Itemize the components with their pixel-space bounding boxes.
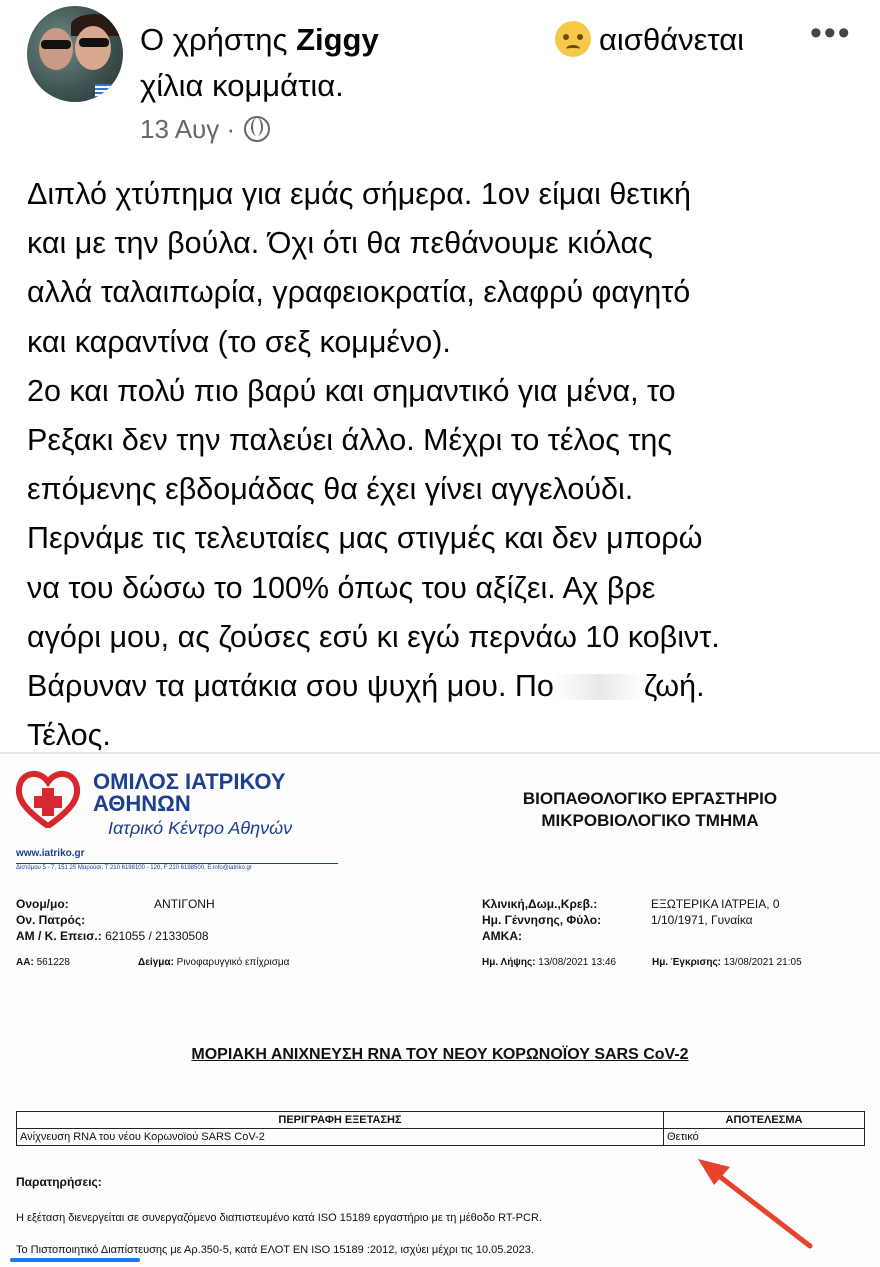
field-sample	[138, 955, 289, 971]
department-title	[480, 788, 820, 832]
field-label: Ημ. Έγκρισης:	[652, 957, 722, 968]
field-aa	[16, 955, 70, 971]
field-birth-value: 1/10/1971, Γυναίκα	[651, 913, 753, 927]
field-father	[16, 912, 85, 928]
post-text-line	[27, 662, 867, 711]
field-clinic-value: ΕΞΩΤΕΡΙΚΑ ΙΑΤΡΕΙΑ, 0	[651, 897, 780, 911]
field-value: Ρινοφαρυγγικό επίχρισμα	[176, 957, 290, 968]
attached-document-image[interactable]	[0, 756, 880, 1267]
note-line: Το Πιστοποιητικό Διαπίστευσης με Αρ.350-5, κατά ΕΛΟΤ ΕΝ ISO 15189 :2012, ισχύει μέχρι τις 10.05.2023.	[16, 1244, 534, 1256]
heart-cross-logo-icon	[16, 770, 80, 828]
post-text-fragment: ζωή.	[643, 669, 705, 704]
post-text-line: 2ο και πολύ πιο βαρύ και σημαντικό για μένα, το	[27, 373, 676, 408]
note-line: Η εξέταση διενεργείται σε συνεργαζόμενο διαπιστευμένο κατά ISO 15189 εργαστήριο με τη μέθοδο RT-PCR.	[16, 1212, 542, 1224]
field-label: Κλινική,Δωμ.,Κρεβ.:	[482, 897, 598, 911]
blurred-region	[554, 674, 644, 700]
scroll-indicator	[10, 1258, 140, 1262]
post-text-line: Ρεξακι δεν την παλεύει άλλο. Μέχρι το τέλος της	[27, 423, 673, 458]
field-label: ΑΑ:	[16, 957, 34, 968]
field-clinic	[482, 896, 597, 912]
sunglasses-icon	[79, 38, 109, 47]
more-options-button[interactable]: •••	[810, 14, 852, 52]
field-label: Δείγμα:	[138, 957, 174, 968]
author-line	[140, 20, 379, 60]
table-header-row	[17, 1112, 865, 1129]
post-meta	[140, 112, 270, 146]
author-name-link[interactable]: Ziggy	[296, 22, 379, 57]
lab-subtitle: Ιατρικό Κέντρο Αθηνών	[108, 818, 293, 838]
field-label: Ημ. Λήψης:	[482, 957, 536, 968]
field-amka	[482, 928, 522, 944]
post-text-line: αγόρι μου, ας ζούσες εσύ κι εγώ περνάω 10 κοβιντ.	[27, 619, 720, 654]
avatar-face	[39, 28, 73, 70]
feeling-label: αισθάνεται	[599, 22, 745, 57]
author-prefix: Ο χρήστης	[140, 22, 288, 57]
meta-separator: ·	[226, 114, 236, 144]
test-heading: ΜΟΡΙΑΚΗ ΑΝΙΧΝΕΥΣΗ RNA ΤΟΥ ΝΕΟΥ ΚΟΡΩΝΟΪΟΥ SARS CoV-2	[191, 1046, 689, 1063]
post-text-line: Διπλό χτύπημα για εμάς σήμερα. 1ον είμαι θετική	[27, 177, 691, 211]
department-line: ΜΙΚΡΟΒΙΟΛΟΓΙΚΟ ΤΜΗΜΑ	[541, 811, 759, 830]
field-am	[16, 928, 209, 944]
lab-name	[93, 771, 286, 815]
field-label: Ημ. Γέννησης, Φύλο:	[482, 913, 602, 927]
lab-address: Διστόμου 5 - 7, 151 25 Μαρούσι, T 210 6198100 - 120, F 210 6198500, E info@iatriko.gr	[16, 863, 338, 871]
lab-url: www.iatriko.gr	[16, 848, 85, 859]
field-label: Ονομ/μο:	[16, 897, 69, 911]
post-text-line: Περνάμε τις τελευταίες μας στιγμές και δεν μπορώ	[27, 521, 703, 556]
notes-title: Παρατηρήσεις:	[16, 1175, 102, 1189]
post-text-line: να του δώσω το 100% όπως του αξίζει. Αχ βρε	[27, 570, 656, 605]
post-text-line: επόμενης εβδομάδας θα έχει γίνει αγγελούδι.	[27, 472, 634, 507]
test-result-cell: Θετικό	[664, 1129, 865, 1146]
column-header: ΑΠΟΤΕΛΕΣΜΑ	[664, 1112, 865, 1129]
avatar-face	[75, 26, 111, 70]
post-divider	[0, 752, 880, 754]
feeling-object: χίλια κομμάτια.	[140, 68, 344, 103]
field-label: ΑΜΚΑ:	[482, 929, 522, 943]
results-table	[16, 1111, 865, 1146]
post-header	[0, 0, 880, 160]
post-text-line: και με την βούλα. Όχι ότι θα πεθάνουμε κιόλας	[27, 226, 653, 261]
field-value: 561228	[36, 957, 70, 968]
feeling-activity[interactable]	[555, 20, 744, 60]
field-value: 13/08/2021 21:05	[723, 957, 802, 968]
department-line: ΒΙΟΠΑΘΟΛΟΓΙΚΟ ΕΡΓΑΣΤΗΡΙΟ	[522, 789, 778, 808]
avatar[interactable]	[27, 6, 123, 102]
sunglasses-icon	[41, 40, 71, 49]
sad-face-emoji-icon	[555, 21, 591, 57]
field-name	[16, 896, 215, 912]
lab-name-line: ΟΜΙΛΟΣ ΙΑΤΡΙΚΟΥ	[93, 769, 286, 794]
lab-name-line: ΑΘΗΝΩΝ	[93, 791, 191, 816]
field-label: Ον. Πατρός:	[16, 913, 86, 927]
greek-flag-icon	[95, 84, 117, 98]
post-text-line: Τέλος.	[27, 718, 111, 753]
field-value: 621055 / 21330508	[105, 929, 209, 943]
field-birth	[482, 912, 601, 928]
globe-icon[interactable]	[244, 116, 270, 142]
test-description-cell: Ανίχνευση RNA του νέου Κορωνοϊού SARS CoV-2	[17, 1129, 664, 1146]
post-date-link[interactable]: 13 Αυγ	[140, 114, 220, 144]
field-receive	[482, 955, 616, 971]
post-text-line: και καραντίνα (το σεξ κομμένο).	[27, 324, 451, 359]
table-row	[17, 1129, 865, 1146]
red-arrow-icon	[690, 1151, 820, 1251]
field-approve	[652, 955, 802, 971]
field-label: ΑΜ / Κ. Επεισ.:	[16, 929, 102, 943]
post-text-fragment: Βάρυναν τα ματάκια σου ψυχή μου. Πο	[27, 669, 554, 704]
field-value: ΑΝΤΙΓΟΝΗ	[154, 897, 215, 911]
field-value: 13/08/2021 13:46	[538, 957, 617, 968]
post-text	[27, 170, 867, 760]
column-header: ΠΕΡΙΓΡΑΦΗ ΕΞΕΤΑΣΗΣ	[17, 1112, 664, 1129]
post-text-line: αλλά ταλαιπωρία, γραφειοκρατία, ελαφρύ φαγητό	[27, 275, 691, 310]
